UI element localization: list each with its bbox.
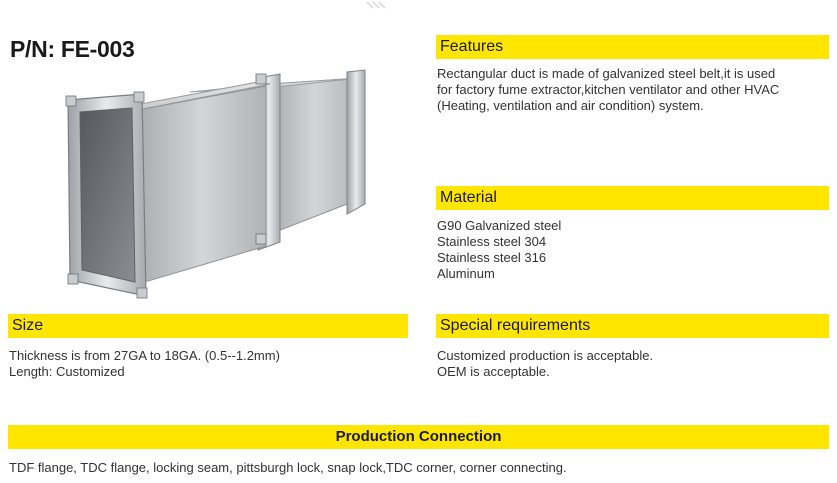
material-text <box>437 218 561 282</box>
material-heading: Material <box>436 186 829 210</box>
product-image-duct <box>60 64 385 309</box>
features-text <box>437 66 779 114</box>
production-connection-heading: Production Connection <box>8 425 829 449</box>
material-line-1: G90 Galvanized steel <box>437 218 562 233</box>
special-line-1: Customized production is acceptable. <box>437 348 654 363</box>
size-line-2: Length: Customized <box>9 364 125 379</box>
watermark-fragment <box>365 0 387 10</box>
features-line-1: Rectangular duct is made of galvanized steel belt,it is used <box>437 66 776 81</box>
material-line-2: Stainless steel 304 <box>437 234 547 249</box>
material-line-3: Stainless steel 316 <box>437 250 547 265</box>
features-line-3: (Heating, ventilation and air condition) system. <box>437 98 704 113</box>
features-heading: Features <box>436 35 829 59</box>
size-line-1: Thickness is from 27GA to 18GA. (0.5--1.2mm) <box>9 348 280 363</box>
special-requirements-heading: Special requirements <box>436 314 829 338</box>
features-line-2: for factory fume extractor,kitchen ventilator and other HVAC <box>437 82 780 97</box>
size-heading: Size <box>8 314 408 338</box>
special-line-2: OEM is acceptable. <box>437 364 550 379</box>
material-line-4: Aluminum <box>437 266 495 281</box>
production-connection-text <box>9 460 567 476</box>
part-number: P/N: FE-003 <box>10 36 135 62</box>
production-line-1: TDF flange, TDC flange, locking seam, pittsburgh lock, snap lock,TDC corner, corner connecting. <box>9 460 567 475</box>
size-text <box>9 348 280 380</box>
special-requirements-text <box>437 348 653 380</box>
